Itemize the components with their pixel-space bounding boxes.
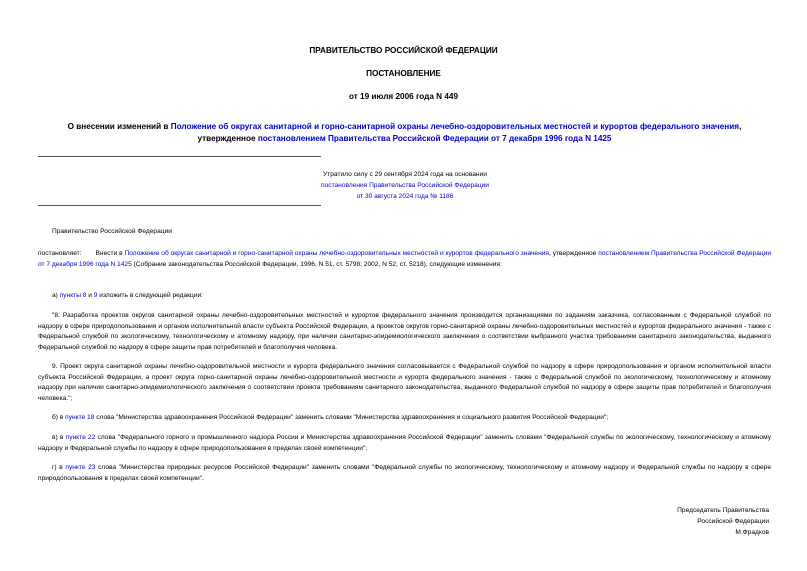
separator-bottom	[38, 205, 321, 206]
link-item-18[interactable]: пункте 18	[65, 414, 95, 421]
item-c	[38, 433, 771, 454]
decree-prefix: постановляет:	[38, 250, 82, 257]
item-d	[38, 463, 771, 484]
item-a-pre: а)	[52, 292, 60, 299]
status-note	[250, 169, 560, 202]
item-a	[38, 291, 771, 302]
paragraph-8: "8. Разработка проектов округов санитарной охраны лечебно-оздоровительных местностей и курортов федерального значения производится организациями по заданиям заказчика, согласованным с Федеральной службой по надзору в сфере природопользования и органом исполнительной власти субъекта Российской Федерации, а проектов округов горно-санитарной охраны лечебно-оздоровительных местностей и курортов федерального значения - также с Федеральной службой по экологическому, технологическому и атомному надзору, при наличии санитарно-эпидемиологического заключения о соответствии выбранного участка требованиям санитарного законодательства, выданного Федеральной службой по надзору в сфере защиты прав потребителей и благополучия человека.	[38, 312, 771, 351]
status-link-line-3[interactable]: от 30 августа 2024 года № 1186	[356, 193, 454, 200]
item-a-and: и	[86, 292, 94, 299]
p1-pre: Внести в	[95, 250, 125, 257]
link-items-8[interactable]: пункты 8	[59, 292, 87, 299]
signature-block	[677, 505, 769, 538]
status-line-1: Утратило силу с 29 сентября 2024 года на основании	[323, 171, 487, 178]
p1-link-regulation[interactable]: Положение об округах санитарной и горно-санитарной охраны лечебно-оздоровительных местностей и курортов федерального значения	[124, 250, 549, 257]
document-title	[38, 121, 771, 145]
p1-mid: , утвержденное	[549, 250, 599, 257]
link-item-9[interactable]: 9	[93, 292, 98, 299]
item-b	[38, 413, 771, 424]
paragraph-9: 9. Проект округа санитарной охраны лечебно-оздоровительной местности и курорта федерального значения согласовывается с Федеральной службой по надзору в сфере природопользования и органом исполнительной власти субъекта Российской Федерации, а проект округа горно-санитарной охраны лечебно-оздоровительной местности и курорта федерального значения - также с Федеральной службой по экологическому, технологическому и атомному надзору при наличии санитарно-эпидемиологического заключения о соответствии проекта требованиям санитарного законодательства, выданного Федеральной службой по надзору в сфере защиты прав потребителей и благополучия человека.";	[38, 363, 771, 402]
link-item-22[interactable]: пункте 22	[65, 434, 96, 441]
government-heading: ПРАВИТЕЛЬСТВО РОССИЙСКОЙ ФЕДЕРАЦИИ	[309, 46, 498, 55]
p1-post: (Собрание законодательства Российской Федерации, 1996, N 51, ст. 5798; 2002, N 52, ст. 5218), следующие изменения:	[131, 260, 502, 268]
document-type-heading: ПОСТАНОВЛЕНИЕ	[366, 69, 441, 78]
item-c-pre: в) в	[52, 434, 66, 441]
separator-top	[38, 156, 321, 157]
signature-name: М.Фрадков	[735, 529, 769, 536]
item-d-post: слова "Министерства природных ресурсов Российской Федерации" заменить словами "Федеральной службы по экологическому, технологическому и атомному надзору и Федеральной службы по надзору в сфере природопользования в пределах своей компетенции".	[38, 464, 771, 482]
title-link-regulation[interactable]: Положение об округах санитарной и горно-санитарной охраны лечебно-оздоровительных местностей и курортов федерального значения	[170, 122, 740, 131]
decree-paragraph	[38, 249, 771, 270]
government-line: Правительство Российской Федерации	[52, 228, 172, 235]
signature-position: Председатель Правительства	[677, 507, 769, 514]
item-b-post: слова "Министерства здравоохранения Российской Федерации" заменить словами "Министерства здравоохранения и социального развития Российской Федерации";	[94, 414, 609, 421]
item-d-pre: г) в	[52, 464, 66, 471]
title-prefix: О внесении изменений в	[67, 122, 171, 131]
title-link-decree-1425[interactable]: постановлением Правительства Российской Федерации от 7 декабря 1996 года N 1425	[257, 134, 612, 143]
item-b-pre: б) в	[52, 414, 66, 421]
p1-link-decree-1425[interactable]: постановлением Правительства Российской Федерации от 7 декабря 1996 года N 1425	[38, 250, 772, 268]
signature-organization: Российской Федерации	[697, 518, 769, 525]
document-date-heading: от 19 июля 2006 года N 449	[348, 92, 459, 101]
item-a-post: изложить в следующей редакции:	[97, 292, 204, 299]
title-middle: , утвержденное	[197, 122, 742, 143]
link-item-23[interactable]: пункте 23	[65, 464, 96, 471]
status-link-line-2[interactable]: постановления Правительства Российской Федерации	[321, 182, 489, 189]
item-c-post: слова "Федерального горного и промышленного надзора России и Министерства здравоохранения Российской Федерации" заменить словами "Федеральной службы по экологическому, технологическому и атомному надзору и Федеральной службы по надзору в сфере природопользования в пределах своей компетенции";	[38, 434, 771, 452]
